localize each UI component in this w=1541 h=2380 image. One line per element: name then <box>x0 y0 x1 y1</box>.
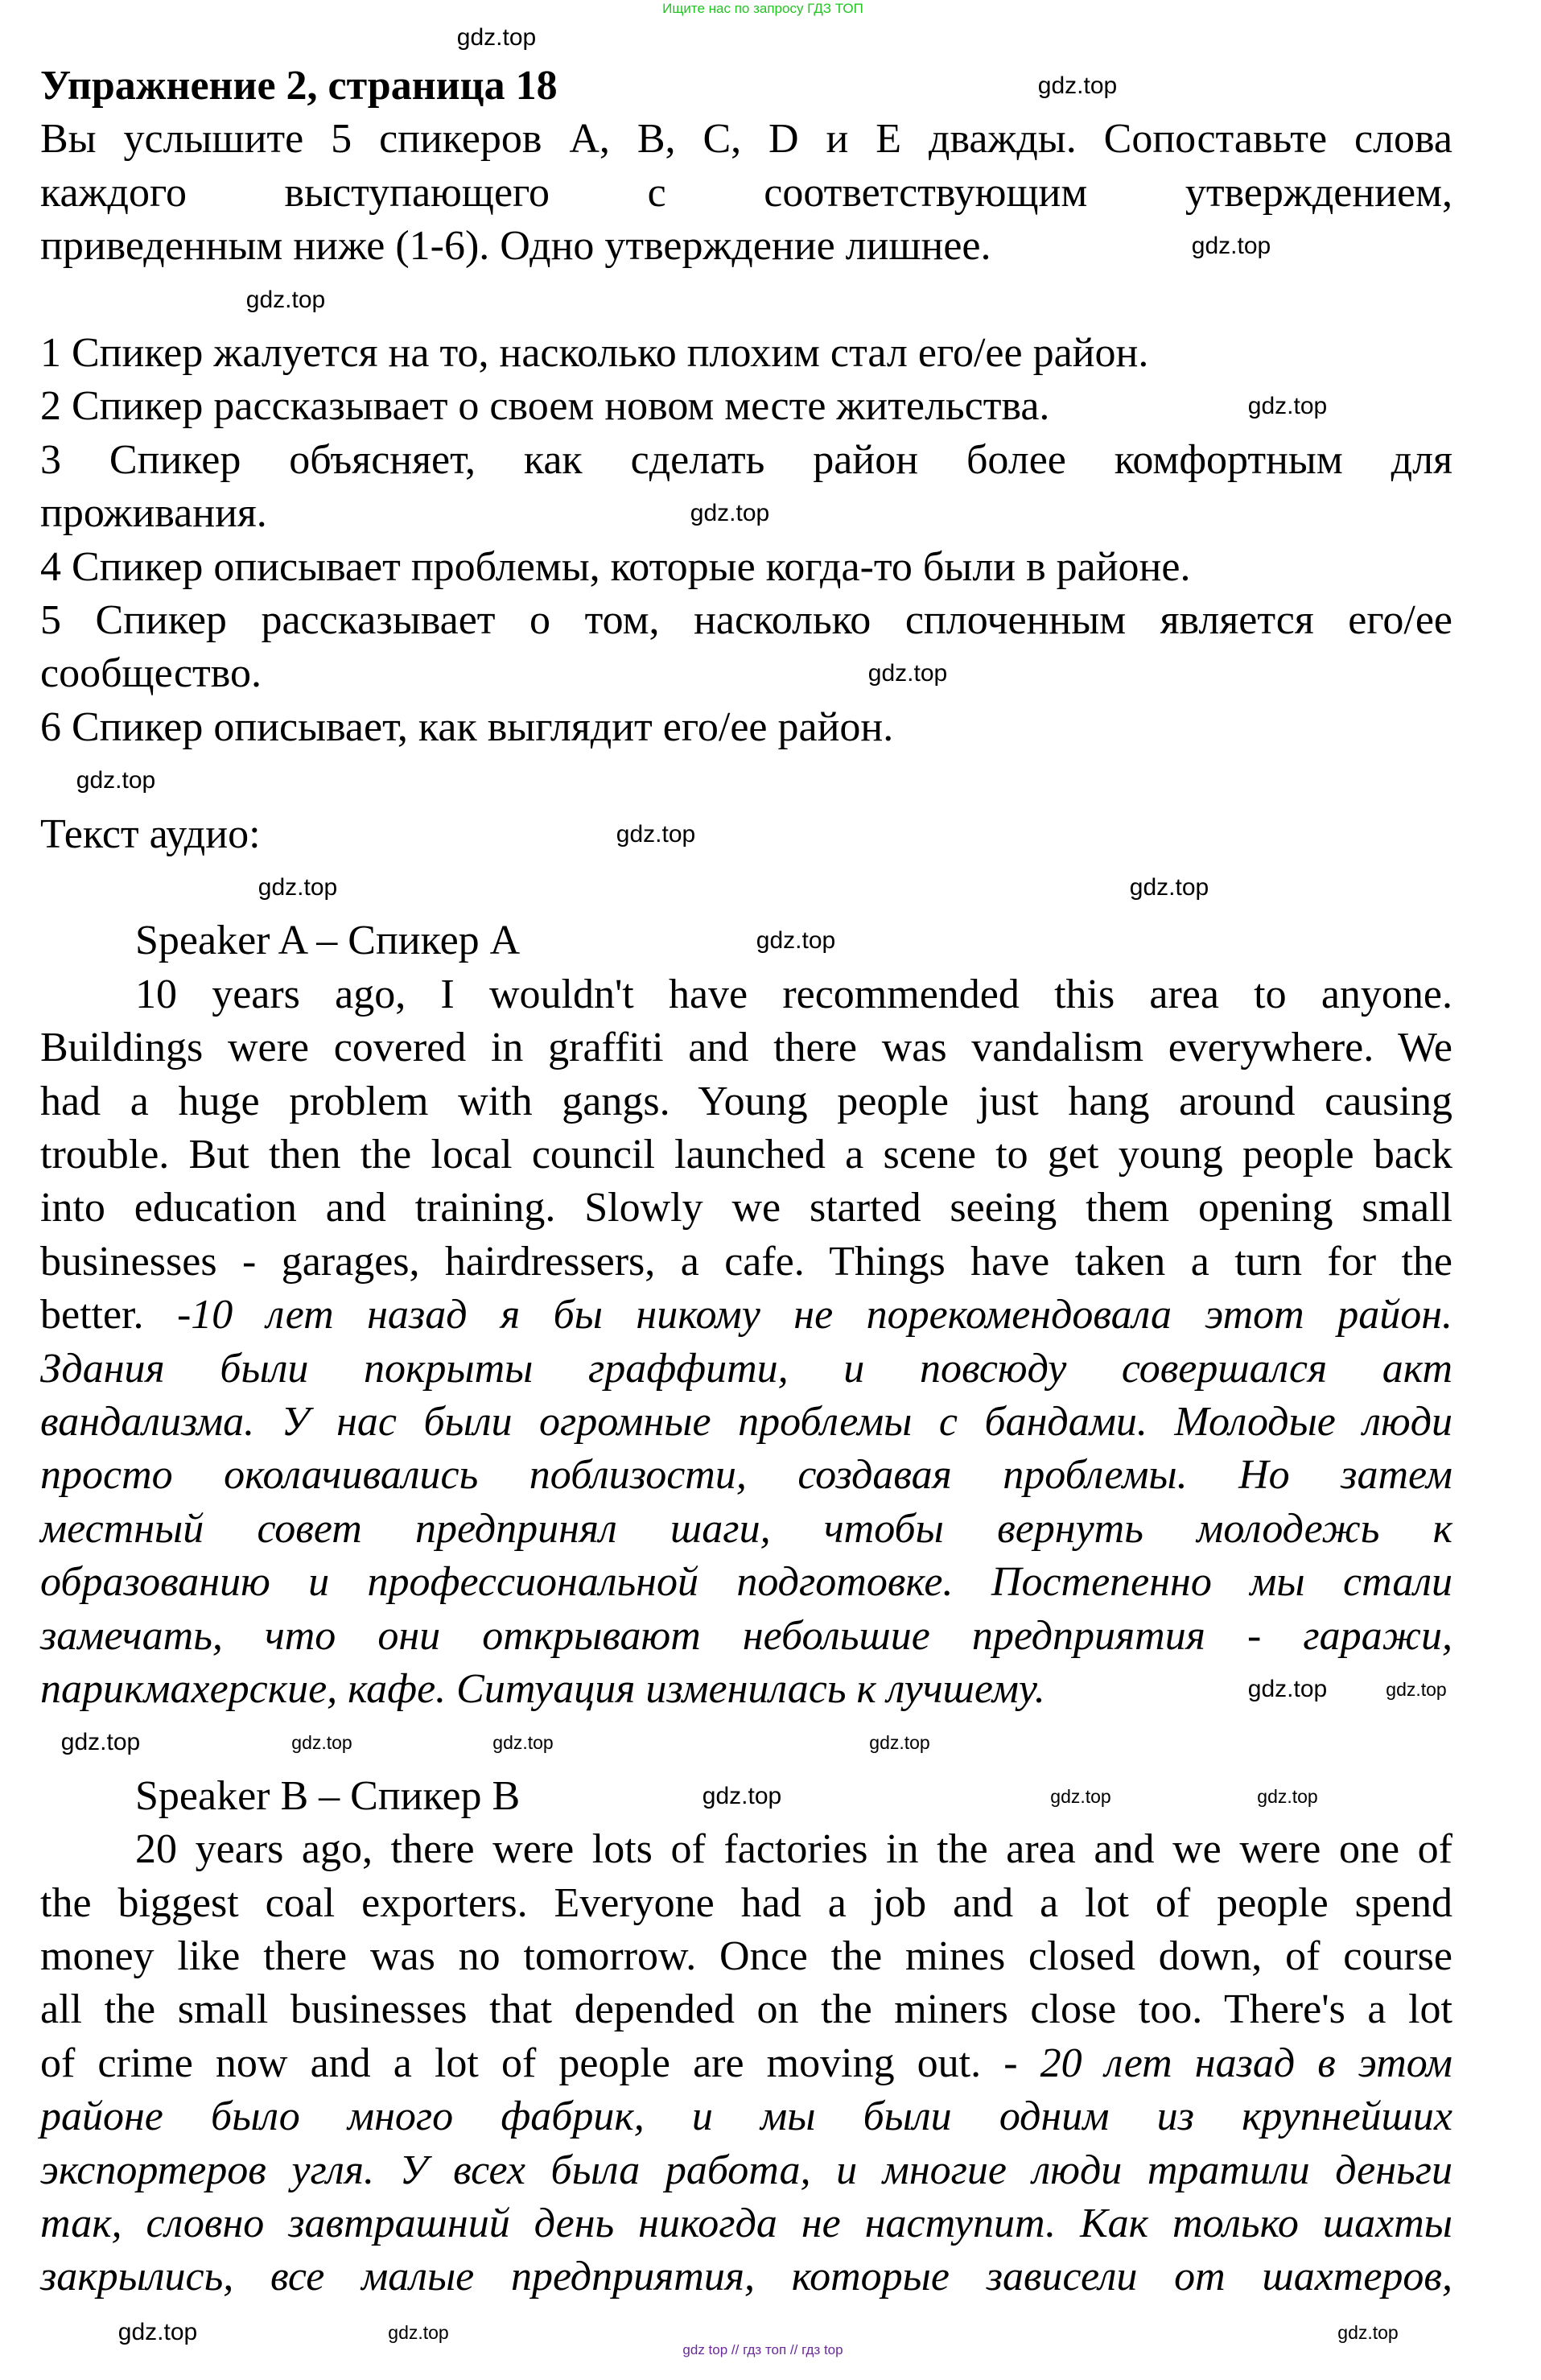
text-line <box>40 1449 1452 1502</box>
watermark: gdz.top <box>867 660 948 687</box>
watermark: gdz.top <box>245 287 326 313</box>
line-text: Текст аудио: <box>40 811 261 857</box>
text-line <box>40 1289 1452 1342</box>
footer-banner[interactable]: gdz top // гдз топ // гдз top <box>682 2342 843 2357</box>
line-text: каждого выступающего с соответствующим утверждением, <box>40 169 1452 216</box>
line-text: 4 Спикер описывает проблемы, которые когда-то были в районе. <box>40 543 1191 590</box>
line-translation-text: местный совет предпринял шаги, чтобы вернуть молодежь к <box>40 1505 1452 1552</box>
text-line <box>40 2250 1452 2304</box>
line-text: Упражнение 2, страница 18 <box>40 63 558 109</box>
text-line <box>40 2037 1452 2090</box>
text-line <box>40 380 1049 433</box>
line-text: better. - <box>40 1292 192 1338</box>
text-line <box>40 2144 1452 2197</box>
page-title <box>40 60 558 113</box>
text-line <box>40 1343 1452 1396</box>
text-line <box>40 808 261 861</box>
watermark: gdz.top <box>117 2319 198 2345</box>
text-line <box>135 1770 520 1823</box>
line-text: 10 years ago, I wouldn't have recommended this area to anyone. <box>135 971 1452 1017</box>
text-line <box>40 1983 1452 2036</box>
text-line <box>40 113 1452 166</box>
text-line <box>40 647 262 700</box>
line-translation-text: парикмахерские, кафе. Ситуация изменилась к лучшему. <box>40 1666 1045 1712</box>
text-line <box>40 1877 1452 1930</box>
watermark: gdz.top <box>258 874 338 901</box>
text-line <box>40 1556 1452 1609</box>
text-line <box>135 914 520 967</box>
line-text: 20 years ago, there were lots of factories in the area and we were one of <box>135 1826 1452 1873</box>
line-text: had a huge problem with gangs. Young people just hang around causing <box>40 1078 1452 1124</box>
text-line <box>40 1128 1452 1182</box>
text-line <box>40 327 1148 380</box>
text-line <box>40 1663 1045 1716</box>
text-line <box>40 2090 1452 2143</box>
line-text: Speaker A – Спикер A <box>135 918 521 964</box>
watermark: gdz.top <box>1386 1679 1447 1700</box>
watermark: gdz.top <box>616 821 696 848</box>
line-text: проживания. <box>40 490 267 537</box>
line-text: trouble. But then the local council launched a scene to get young people back <box>40 1132 1452 1178</box>
line-translation-text: 20 лет назад в этом <box>1040 2040 1452 2086</box>
watermark: gdz.top <box>1129 874 1209 901</box>
line-text: Вы услышите 5 спикеров A, B, C, D и E дважды. Сопоставьте слова <box>40 116 1452 163</box>
text-line <box>40 1182 1452 1235</box>
watermark: gdz.top <box>1050 1786 1111 1807</box>
text-line <box>135 968 1452 1021</box>
line-translation-text: замечать, что они открывают небольшие предприятия - гаражи, <box>40 1612 1452 1659</box>
line-text: the biggest coal exporters. Everyone had a job and a lot of people spend <box>40 1879 1452 1926</box>
line-text: 3 Спикер объясняет, как сделать район более комфортным для <box>40 436 1452 483</box>
watermark: gdz.top <box>1337 2322 1399 2343</box>
watermark: gdz.top <box>1247 1676 1328 1702</box>
line-text: all the small businesses that depended on the miners close too. There's a lot <box>40 1986 1452 2033</box>
text-line <box>40 434 1452 487</box>
text-line <box>40 487 267 540</box>
line-text: money like there was no tomorrow. Once the mines closed down, of course <box>40 1933 1452 1979</box>
line-text: 5 Спикер рассказывает о том, насколько сплоченным является его/ее <box>40 597 1452 643</box>
watermark: gdz.top <box>756 927 836 954</box>
text-line <box>40 1503 1452 1556</box>
text-line <box>40 1075 1452 1128</box>
header-banner[interactable]: Ищите нас по запросу ГДЗ ТОП <box>662 1 863 16</box>
watermark: gdz.top <box>76 767 156 794</box>
line-translation-text: 10 лет назад я бы никому не порекомендовала этот район. <box>191 1292 1452 1338</box>
line-translation-text: районе было много фабрик, и мы были одним из крупнейших <box>40 2093 1452 2140</box>
text-line <box>40 1021 1452 1075</box>
text-line <box>40 541 1190 594</box>
watermark: gdz.top <box>869 1732 930 1753</box>
line-translation-text: так, словно завтрашний день никогда не наступит. Как только шахты <box>40 2201 1452 2246</box>
line-text: into education and training. Slowly we started seeing them opening small <box>40 1185 1452 1231</box>
watermark: gdz.top <box>1247 393 1328 419</box>
watermark: gdz.top <box>1191 233 1271 259</box>
text-line <box>40 1610 1452 1663</box>
line-text: 6 Спикер описывает, как выглядит его/ее район. <box>40 703 894 750</box>
text-line <box>40 1235 1452 1289</box>
text-line <box>40 220 991 273</box>
watermark: gdz.top <box>60 1729 141 1755</box>
line-text: 1 Спикер жалуется на то, насколько плохим стал его/ее район. <box>40 330 1149 376</box>
text-line <box>40 1930 1452 1983</box>
line-translation-text: закрылись, все малые предприятия, которые зависели от шахтеров, <box>40 2254 1452 2300</box>
text-line <box>40 167 1452 220</box>
text-line <box>40 2197 1452 2250</box>
watermark: gdz.top <box>291 1732 352 1753</box>
line-translation-text: Здания были покрыты граффити, и повсюду совершался акт <box>40 1345 1452 1392</box>
line-text: приведенным ниже (1-6). Одно утверждение лишнее. <box>40 223 991 270</box>
line-text: сообщество. <box>40 650 262 697</box>
line-translation-text: вандализма. У нас были огромные проблемы с бандами. Молодые люди <box>40 1399 1452 1445</box>
line-text: businesses - garages, hairdressers, a cafe. Things have taken a turn for the <box>40 1238 1452 1285</box>
watermark: gdz.top <box>388 2322 449 2343</box>
text-line <box>40 1396 1452 1449</box>
line-translation-text: экспортеров угля. У всех была работа, и многие люди тратили деньги <box>40 2147 1452 2193</box>
line-text: 2 Спикер рассказывает о своем новом месте жительства. <box>40 383 1050 430</box>
watermark: gdz.top <box>492 1732 554 1753</box>
line-translation-text: образованию и профессиональной подготовке. Постепенно мы стали <box>40 1559 1452 1606</box>
watermark: gdz.top <box>702 1783 782 1809</box>
line-text: of crime now and a lot of people are moving out. - <box>40 2040 1040 2086</box>
line-translation-text: просто околачивались поблизости, создавая проблемы. Но затем <box>40 1452 1452 1499</box>
watermark: gdz.top <box>1257 1786 1318 1807</box>
text-line <box>40 701 893 754</box>
watermark: gdz.top <box>456 24 537 51</box>
line-text: Speaker B – Спикер B <box>135 1772 521 1819</box>
watermark: gdz.top <box>690 500 770 526</box>
watermark: gdz.top <box>1037 72 1118 99</box>
line-text: Buildings were covered in graffiti and there was vandalism everywhere. We <box>40 1025 1452 1071</box>
text-line <box>40 594 1452 647</box>
text-line <box>135 1823 1452 1876</box>
